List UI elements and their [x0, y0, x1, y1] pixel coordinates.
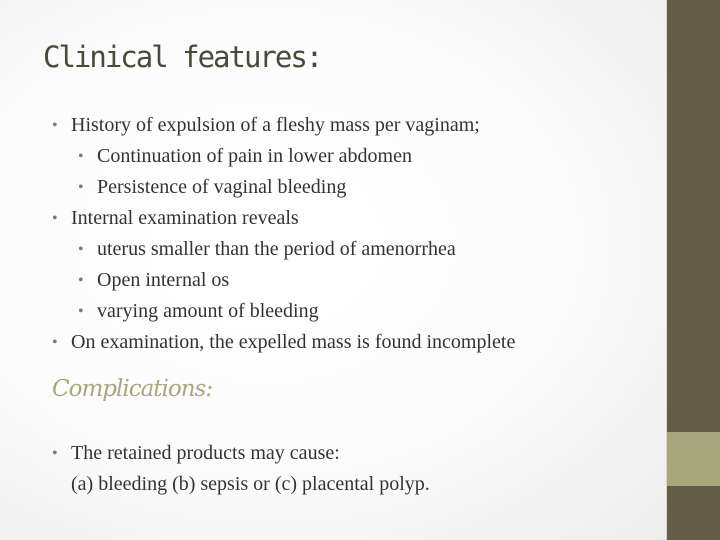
complication-line-1: • The retained products may cause: [71, 442, 340, 464]
sidebar-accent-block [667, 432, 720, 486]
complication-line-2: (a) bleeding (b) sepsis or (c) placental polyp. [71, 473, 430, 495]
slide-title: Clinical features: [43, 40, 322, 74]
bullet-uterus: • uterus smaller than the period of amenorrhea [52, 234, 515, 265]
bullet-internal-exam: • Internal examination reveals [52, 203, 515, 234]
bullet-retained-products [52, 438, 430, 500]
clinical-features-list [52, 110, 515, 358]
complications-heading: Complications: [52, 376, 213, 402]
bullet-history: • History of expulsion of a fleshy mass per vaginam; [52, 110, 515, 141]
bullet-open-os: • Open internal os [52, 265, 515, 296]
bullet-pain: • Continuation of pain in lower abdomen [52, 141, 515, 172]
bullet-varying-bleeding: • varying amount of bleeding [52, 296, 515, 327]
bullet-examination: • On examination, the expelled mass is found incomplete [52, 327, 515, 358]
bullet-bleeding: • Persistence of vaginal bleeding [52, 172, 515, 203]
complications-list [52, 438, 430, 500]
